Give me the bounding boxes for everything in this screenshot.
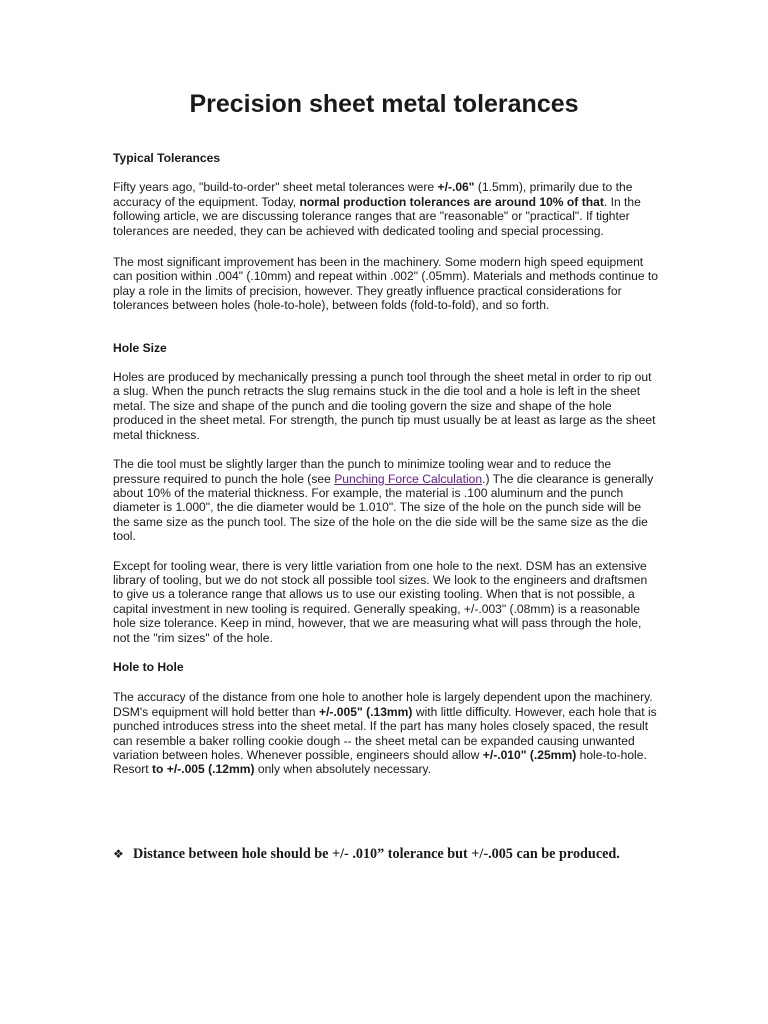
bold-run: +/-.005" (.13mm)	[319, 704, 413, 719]
article-body	[113, 151, 659, 777]
text-run: . In the following article, we are discussing tolerance ranges that are "reasonable" or "practical". If tighter tolerances are needed, they can be achieved with dedicated tooling and special processing.	[113, 194, 641, 238]
text-run: The accuracy of the distance from one hole to another hole is largely dependent upon the machinery. DSM's equipment will hold better than	[113, 690, 653, 719]
text-run: Fifty years ago, "build-to-order" sheet metal tolerances were	[113, 180, 438, 195]
text-run: (1.5mm), primarily due to the accuracy of the equipment. Today,	[113, 180, 633, 209]
text-run: hole-to-hole. Resort	[113, 748, 647, 777]
section-heading-hole-size: Hole Size	[113, 340, 167, 355]
paragraph-hole-size-2	[113, 457, 659, 543]
bold-run: +/-.06"	[437, 180, 475, 195]
text-run: with little difficulty. However, each hole that is punched introduces stress into the sheet metal. If the part has many holes closely spaced, the result can resemble a baker rolling cookie dough -- the sheet metal can be expanded causing unwanted variation between holes. Whenever possible, engineers should allow	[113, 704, 657, 762]
section-heading-typical-tolerances: Typical Tolerances	[113, 151, 221, 165]
bold-run: normal production tolerances are around 10% of that	[299, 194, 604, 209]
bullet-note	[113, 845, 693, 863]
text-run: .) The die clearance is generally about 10% of the material thickness. For example, the material is .100 aluminum and the punch diameter is 1.000", the die diameter would be 1.010". The size of the hole on the punch side will be the same size as the punch tool. The size of the hole on the die side will be the same size as the die tool.	[113, 471, 654, 544]
text-run: The die tool must be slightly larger than the punch to minimize tooling wear and to reduce the pressure required to punch the hole (see	[113, 457, 612, 486]
paragraph-hole-size-3: Except for tooling wear, there is very little variation from one hole to the next. DSM has an extensive library of tooling, but we do not stock all possible tool sizes. We look to the engineers and draftsmen to give us a tolerance range that allows us to use our existing tooling. When that is not possible, a capital investment in new tooling is required. Generally speaking, +/-.003" (.08mm) is a reasonable hole size tolerance. Keep in mind, however, that we are measuring what will pass through the hole, not the "rim sizes" of the hole.	[113, 558, 648, 645]
bold-run: to +/-.005 (.12mm)	[151, 762, 255, 777]
bullet-text: Distance between hole should be +/- .010” tolerance but +/-.005 can be produced.	[133, 846, 620, 862]
text-run: only when absolutely necessary.	[254, 762, 432, 777]
paragraph-hole-size-1: Holes are produced by mechanically pressing a punch tool through the sheet metal in order to rip out a slug. When the punch retracts the slug remains stuck in the die tool and a hole is left in the sheet metal. The size and shape of the punch and die tooling govern the size and shape of the hole produced in the sheet metal. For strength, the punch tip must usually be at least as large as the sheet metal thickness.	[113, 370, 656, 442]
paragraph-typical-1	[113, 180, 659, 238]
paragraph-hole-to-hole-1	[113, 690, 659, 776]
paragraph-typical-2: The most significant improvement has been in the machinery. Some modern high speed equipment can position within .004" (.10mm) and repeat within .002" (.05mm). Materials and methods continue to play a role in the limits of precision, however. They greatly influence practical considerations for tolerances between holes (hole-to-hole), between folds (fold-to-fold), and so forth.	[113, 255, 659, 313]
punching-force-calculation-link[interactable]: Punching Force Calculation	[334, 471, 483, 486]
bold-run: +/-.010" (.25mm)	[482, 748, 577, 762]
section-heading-hole-to-hole: Hole to Hole	[113, 659, 184, 674]
page-title: Precision sheet metal tolerances	[189, 90, 579, 118]
diamond-bullet-icon: ❖	[113, 847, 124, 861]
